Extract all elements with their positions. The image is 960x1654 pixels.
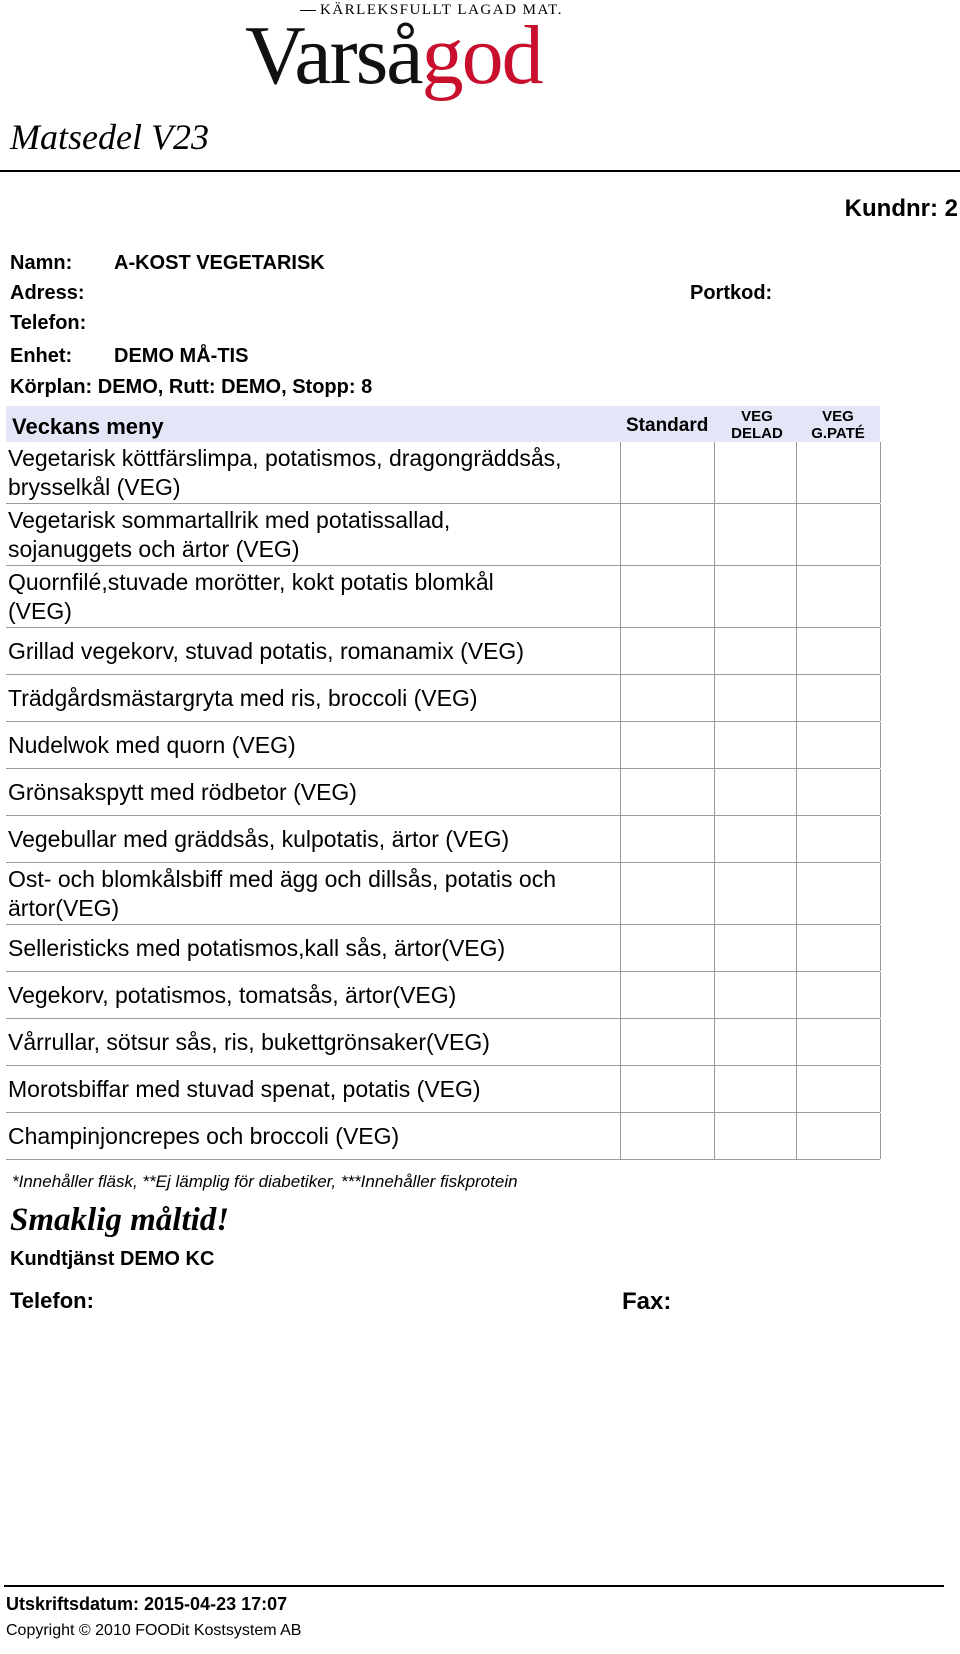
checkbox-veg-delad[interactable]	[714, 566, 715, 627]
print-date: Utskriftsdatum: 2015-04-23 17:07	[6, 1594, 288, 1614]
portcode-label: Portkod:	[690, 282, 773, 304]
phone-label: Telefon:	[10, 312, 87, 334]
table-row	[6, 1019, 880, 1066]
dish-text	[8, 863, 620, 924]
checkbox-veg-gpate[interactable]	[796, 504, 797, 565]
dish-text	[8, 504, 620, 565]
checkbox-veg-gpate[interactable]	[796, 442, 797, 503]
dish-line: Nudelwok med quorn (VEG)	[8, 731, 296, 758]
cell-border	[880, 972, 881, 1018]
footer-phone-label: Telefon:	[10, 1288, 94, 1313]
closing-greeting: Smaklig måltid!	[10, 1202, 230, 1238]
dish-text	[8, 675, 620, 721]
logo-tagline-text: KÄRLEKSFULLT LAGAD MAT.	[320, 2, 563, 18]
checkbox-veg-gpate[interactable]	[796, 972, 797, 1018]
dish-text	[8, 972, 620, 1018]
cell-border	[880, 628, 881, 674]
checkbox-standard[interactable]	[620, 925, 621, 971]
checkbox-veg-gpate[interactable]	[796, 1066, 797, 1112]
checkbox-veg-gpate[interactable]	[796, 628, 797, 674]
checkbox-standard[interactable]	[620, 442, 621, 503]
checkbox-veg-delad[interactable]	[714, 1066, 715, 1112]
col-header-veg-delad-line1: VEG	[741, 408, 773, 425]
table-row	[6, 442, 880, 504]
dish-line: sojanuggets och ärtor (VEG)	[8, 535, 300, 562]
dish-text	[8, 628, 620, 674]
dish-line: Grönsakspytt med rödbetor (VEG)	[8, 778, 357, 805]
checkbox-veg-delad[interactable]	[714, 722, 715, 768]
checkbox-veg-delad[interactable]	[714, 675, 715, 721]
cell-border	[880, 1066, 881, 1112]
checkbox-veg-delad[interactable]	[714, 816, 715, 862]
checkbox-veg-gpate[interactable]	[796, 675, 797, 721]
col-header-veg-gpate	[798, 408, 878, 442]
table-row	[6, 925, 880, 972]
dish-text	[8, 722, 620, 768]
col-header-veg-gpate-line1: VEG	[822, 408, 854, 425]
cell-border	[880, 504, 881, 565]
table-row	[6, 1066, 880, 1113]
col-header-standard: Standard	[626, 415, 709, 436]
checkbox-veg-delad[interactable]	[714, 863, 715, 924]
checkbox-veg-delad[interactable]	[714, 1019, 715, 1065]
dish-text	[8, 925, 620, 971]
table-row	[6, 769, 880, 816]
checkbox-veg-delad[interactable]	[714, 628, 715, 674]
logo-word-1: Varså	[245, 9, 422, 102]
checkbox-veg-gpate[interactable]	[796, 722, 797, 768]
footnote: *Innehåller fläsk, **Ej lämplig för diabetiker, ***Innehåller fiskprotein	[12, 1172, 518, 1191]
info-name-row	[10, 251, 325, 275]
dish-line: Selleristicks med potatismos,kall sås, ärtor(VEG)	[8, 934, 506, 961]
checkbox-standard[interactable]	[620, 1019, 621, 1065]
table-row	[6, 1113, 880, 1160]
dish-text	[8, 1019, 620, 1065]
checkbox-veg-delad[interactable]	[714, 442, 715, 503]
footer-fax-label: Fax:	[622, 1288, 672, 1315]
dish-line: Champinjoncrepes och broccoli (VEG)	[8, 1122, 400, 1149]
cell-border	[880, 442, 881, 503]
checkbox-standard[interactable]	[620, 816, 621, 862]
dish-line: Vegekorv, potatismos, tomatsås, ärtor(VEG)	[8, 981, 457, 1008]
table-row	[6, 972, 880, 1019]
cell-border	[880, 722, 881, 768]
dish-line: Grillad vegekorv, stuvad potatis, romanamix (VEG)	[8, 637, 524, 664]
name-label: Namn:	[10, 252, 73, 274]
checkbox-veg-gpate[interactable]	[796, 1019, 797, 1065]
cell-border	[880, 863, 881, 924]
checkbox-veg-gpate[interactable]	[796, 769, 797, 815]
checkbox-standard[interactable]	[620, 675, 621, 721]
cell-border	[880, 816, 881, 862]
dish-text	[8, 566, 620, 627]
cell-border	[880, 1113, 881, 1159]
checkbox-veg-gpate[interactable]	[796, 1113, 797, 1159]
checkbox-standard[interactable]	[620, 722, 621, 768]
dish-line: Vegetarisk köttfärslimpa, potatismos, dragongräddsås,	[8, 444, 562, 471]
dish-line: Vegetarisk sommartallrik med potatissallad,	[8, 506, 451, 533]
col-header-veg-delad	[717, 408, 797, 442]
name-value: A-KOST VEGETARISK	[114, 252, 325, 274]
page-title: Matsedel V23	[10, 117, 209, 157]
col-header-veg-delad-line2: DELAD	[731, 425, 783, 442]
unit-value: DEMO MÅ-TIS	[114, 345, 249, 367]
cell-border	[880, 769, 881, 815]
dish-line: brysselkål (VEG)	[8, 473, 181, 500]
dish-line: Ost- och blomkålsbiff med ägg och dillsås, potatis och	[8, 865, 557, 892]
dish-line: Trädgårdsmästargryta med ris, broccoli (VEG)	[8, 684, 478, 711]
checkbox-standard[interactable]	[620, 628, 621, 674]
table-row	[6, 566, 880, 628]
checkbox-veg-gpate[interactable]	[796, 566, 797, 627]
table-row	[6, 863, 880, 925]
dish-line: ärtor(VEG)	[8, 894, 120, 921]
dish-text	[8, 769, 620, 815]
title-divider	[0, 170, 960, 172]
checkbox-standard[interactable]	[620, 1113, 621, 1159]
dish-text	[8, 1113, 620, 1159]
table-row	[6, 722, 880, 769]
checkbox-veg-gpate[interactable]	[796, 816, 797, 862]
col-header-veg-gpate-line2: G.PATÉ	[811, 425, 865, 442]
checkbox-veg-delad[interactable]	[714, 972, 715, 1018]
cell-border	[880, 675, 881, 721]
table-row	[6, 816, 880, 863]
dish-text	[8, 1066, 620, 1112]
copyright: Copyright © 2010 FOODit Kostsystem AB	[6, 1622, 302, 1639]
dish-text	[8, 816, 620, 862]
checkbox-veg-delad[interactable]	[714, 769, 715, 815]
table-header	[6, 406, 880, 442]
checkbox-standard[interactable]	[620, 1066, 621, 1112]
table-row	[6, 628, 880, 675]
table-row	[6, 675, 880, 722]
checkbox-standard[interactable]	[620, 504, 621, 565]
cell-border	[880, 1019, 881, 1065]
cell-border	[880, 925, 881, 971]
address-label: Adress:	[10, 282, 85, 304]
dish-line: Vårrullar, sötsur sås, ris, bukettgrönsaker(VEG)	[8, 1028, 490, 1055]
checkbox-veg-delad[interactable]	[714, 925, 715, 971]
dish-text	[8, 442, 620, 503]
checkbox-standard[interactable]	[620, 566, 621, 627]
info-unit-row	[10, 344, 249, 368]
table-row	[6, 504, 880, 566]
dish-line: Morotsbiffar med stuvad spenat, potatis (VEG)	[8, 1075, 481, 1102]
logo-word-2: god	[421, 9, 542, 102]
unit-label: Enhet:	[10, 345, 73, 367]
table-title: Veckans meny	[12, 414, 164, 439]
checkbox-standard[interactable]	[620, 863, 621, 924]
customer-number: Kundnr: 2	[844, 195, 958, 222]
customer-service: Kundtjänst DEMO KC	[10, 1248, 215, 1270]
dish-line: Vegebullar med gräddsås, kulpotatis, ärtor (VEG)	[8, 825, 510, 852]
checkbox-veg-delad[interactable]	[714, 1113, 715, 1159]
cell-border	[880, 566, 881, 627]
checkbox-standard[interactable]	[620, 972, 621, 1018]
route-plan: Körplan: DEMO, Rutt: DEMO, Stopp: 8	[10, 376, 373, 398]
checkbox-veg-gpate[interactable]	[796, 925, 797, 971]
footer-divider	[4, 1585, 944, 1587]
checkbox-standard[interactable]	[620, 769, 621, 815]
checkbox-veg-gpate[interactable]	[796, 863, 797, 924]
dish-line: Quornfilé,stuvade morötter, kokt potatis blomkål	[8, 568, 494, 595]
dish-line: (VEG)	[8, 597, 72, 624]
logo	[245, 6, 542, 106]
checkbox-veg-delad[interactable]	[714, 504, 715, 565]
